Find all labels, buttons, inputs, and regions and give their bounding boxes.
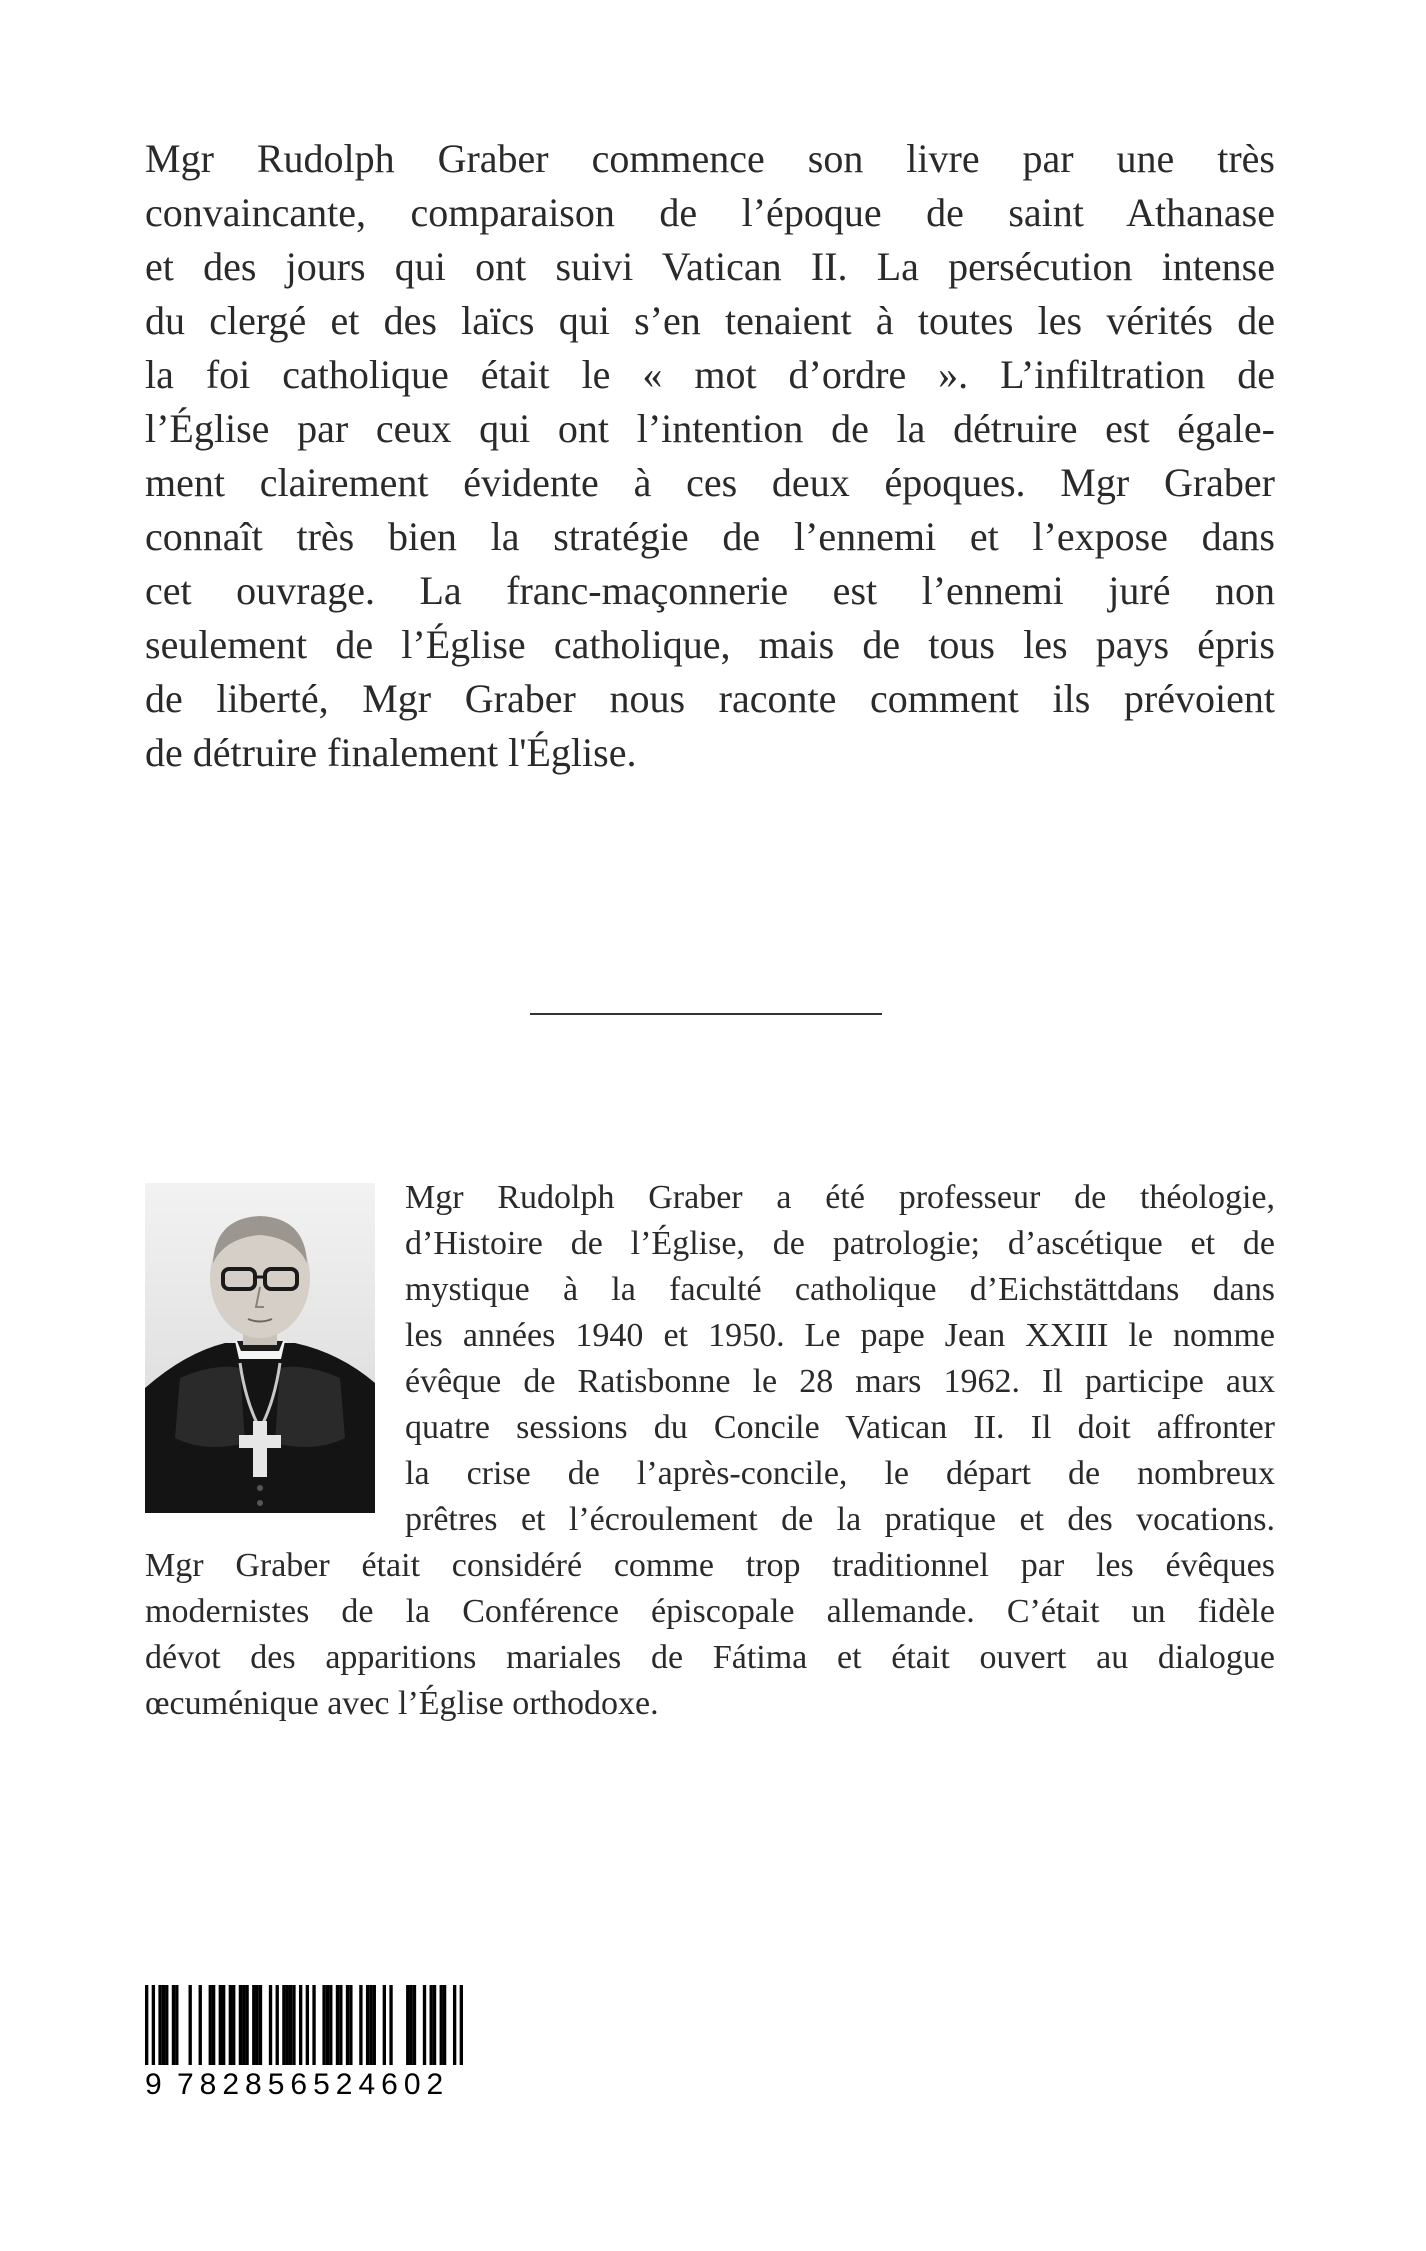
- barcode-bar: [413, 1985, 416, 2065]
- section-divider: [530, 1013, 882, 1015]
- bio-line: d’Histoire de l’Église, de patrologie; d’ascétique et de: [405, 1225, 1275, 1262]
- barcode-bar: [299, 1985, 302, 2065]
- bio-line: Mgr Rudolph Graber a été professeur de théologie,: [405, 1179, 1275, 1216]
- bio-line: évêque de Ratisbonne le 28 mars 1962. Il participe aux: [405, 1363, 1275, 1400]
- bio-line: la crise de l’après-concile, le départ de nombreux: [405, 1455, 1275, 1492]
- bio-line: modernistes de la Conférence épiscopale allemande. C’était un fidèle: [145, 1593, 1275, 1630]
- barcode-bar: [242, 1985, 245, 2065]
- summary-line: connaît très bien la stratégie de l’ennemi et l’expose dans: [145, 514, 1275, 559]
- summary-line: ment clairement évidente à ces deux époques. Mgr Graber: [145, 460, 1275, 505]
- author-portrait: [145, 1183, 375, 1513]
- barcode-bar: [339, 1985, 342, 2065]
- barcode-bar: [389, 1985, 392, 2065]
- barcode-bar: [443, 1985, 446, 2065]
- barcode-bar: [312, 1985, 315, 2065]
- barcode-bar: [239, 1985, 242, 2065]
- summary-line: convaincante, comparaison de l’époque de saint Athanase: [145, 190, 1275, 235]
- summary-line: de liberté, Mgr Graber nous raconte comment ils prévoient: [145, 676, 1275, 721]
- summary-line: et des jours qui ont suivi Vatican II. La persécution intense: [145, 244, 1275, 289]
- barcode-bar: [406, 1985, 409, 2065]
- summary-line: du clergé et des laïcs qui s’en tenaient à toutes les vérités de: [145, 298, 1275, 343]
- barcode-bar: [359, 1985, 362, 2065]
- barcode-bar: [209, 1985, 212, 2065]
- barcode-bar: [175, 1985, 178, 2065]
- barcode-bar: [282, 1985, 285, 2065]
- bio-line: quatre sessions du Concile Vatican II. Il doit affronter: [405, 1409, 1275, 1446]
- barcode-bar: [373, 1985, 376, 2065]
- summary-line: seulement de l’Église catholique, mais de tous les pays épris: [145, 622, 1275, 667]
- bio-line: dévot des apparitions mariales de Fátima et était ouvert au dialogue: [145, 1639, 1275, 1676]
- barcode-bar: [229, 1985, 232, 2065]
- bio-line: Mgr Graber était considéré comme trop traditionnel par les évêques: [145, 1547, 1275, 1584]
- barcode-bar: [269, 1985, 272, 2065]
- barcode-bar: [336, 1985, 339, 2065]
- bio-line: mystique à la faculté catholique d’Eichstättdans dans: [405, 1271, 1275, 1308]
- barcode-bar: [289, 1985, 292, 2065]
- summary-line: l’Église par ceux qui ont l’intention de la détruire est égale-: [145, 406, 1275, 451]
- bio-line: prêtres et l’écroulement de la pratique et des vocations.: [405, 1501, 1275, 1538]
- barcode-bar: [322, 1985, 325, 2065]
- barcode-bar: [189, 1985, 192, 2065]
- barcode-bar: [222, 1985, 225, 2065]
- barcode-bar: [255, 1985, 258, 2065]
- barcode-bar: [232, 1985, 235, 2065]
- barcode-bar: [245, 1985, 248, 2065]
- barcode-bar: [145, 1985, 148, 2065]
- barcode-bar: [212, 1985, 215, 2065]
- isbn-lead-digit: 9: [145, 2068, 163, 2101]
- barcode-bar: [329, 1985, 332, 2065]
- barcode-bar: [162, 1985, 165, 2065]
- barcode-bar: [433, 1985, 436, 2065]
- barcode-bar: [306, 1985, 309, 2065]
- barcode-bar: [259, 1985, 262, 2065]
- author-bio-top: [405, 1175, 1275, 1543]
- barcode-bar: [369, 1985, 372, 2065]
- summary-line: cet ouvrage. La franc-maçonnerie est l’ennemi juré non: [145, 568, 1275, 613]
- barcode-bar: [440, 1985, 443, 2065]
- barcode-bar: [292, 1985, 295, 2065]
- back-cover-summary: [145, 132, 1275, 780]
- summary-line: la foi catholique était le « mot d’ordre ». L’infiltration de: [145, 352, 1275, 397]
- barcode-bar: [366, 1985, 369, 2065]
- barcode-bar: [219, 1985, 222, 2065]
- barcode-bar: [349, 1985, 352, 2065]
- barcode-bar: [172, 1985, 175, 2065]
- bio-line: œcuménique avec l’Église orthodoxe.: [145, 1685, 659, 1722]
- barcode-bar: [199, 1985, 202, 2065]
- barcode-bar: [276, 1985, 279, 2065]
- summary-line: Mgr Rudolph Graber commence son livre par une très: [145, 136, 1275, 181]
- author-bio-bottom: [145, 1543, 1275, 1727]
- barcode-bar: [165, 1985, 168, 2065]
- barcode-bar: [158, 1985, 161, 2065]
- barcode-bar: [423, 1985, 426, 2065]
- summary-line: de détruire finalement l'Église.: [145, 730, 637, 775]
- isbn-digits: 782856524602: [177, 2068, 450, 2101]
- barcode-bar: [346, 1985, 349, 2065]
- bio-line: les années 1940 et 1950. Le pape Jean XXIII le nomme: [405, 1317, 1275, 1354]
- barcode-bar: [252, 1985, 255, 2065]
- barcode-bar: [460, 1985, 463, 2065]
- barcode-bar: [152, 1985, 155, 2065]
- barcode-bar: [430, 1985, 433, 2065]
- barcode-bar: [383, 1985, 386, 2065]
- barcode-bar: [286, 1985, 289, 2065]
- barcode-bar: [409, 1985, 412, 2065]
- barcode-bar: [326, 1985, 329, 2065]
- barcode-bar: [453, 1985, 456, 2065]
